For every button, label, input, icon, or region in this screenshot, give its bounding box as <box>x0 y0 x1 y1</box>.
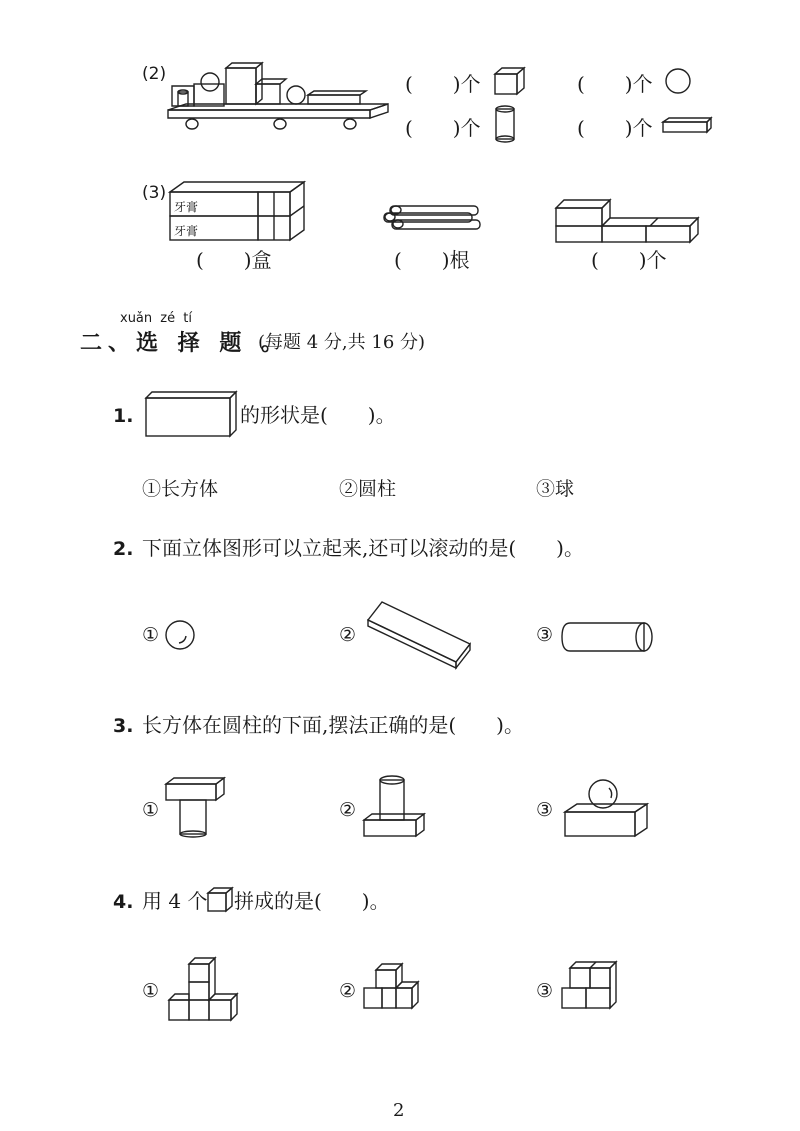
sphere-on-cuboid-icon <box>563 774 649 840</box>
question-1-option-1[interactable]: ①长方体 <box>142 478 219 500</box>
toothpaste-label-bottom: 牙膏 <box>174 224 199 238</box>
cuboid-on-cylinder-icon <box>164 776 228 838</box>
section-score-note: (每题 4 分,共 16 分) <box>258 332 426 353</box>
cylinder-icon <box>494 104 518 144</box>
question-3-option-3[interactable]: ③ <box>536 799 554 821</box>
question-4-number: 4. <box>113 891 134 913</box>
unit-label: 个 <box>632 116 653 140</box>
blank-paren: ( ) <box>405 116 461 140</box>
cube-icon <box>206 886 234 914</box>
q2-blank-3[interactable] <box>405 118 481 138</box>
q2-blank-4[interactable] <box>577 118 653 138</box>
cubes-l-shape-icon <box>362 962 422 1014</box>
question-2-option-3[interactable]: ③ <box>536 624 554 646</box>
cubes-square-icon <box>560 960 622 1016</box>
unit-label: 根 <box>449 248 470 272</box>
question-2-option-2[interactable]: ② <box>339 624 357 646</box>
blank-paren: ( ) <box>577 116 633 140</box>
unit-label: 个 <box>460 72 481 96</box>
q2-blank-2[interactable] <box>577 74 653 94</box>
question-3-text: 长方体在圆柱的下面,摆法正确的是( )。 <box>142 713 524 737</box>
unit-label: 个 <box>632 72 653 96</box>
q2-number: (2) <box>142 64 167 84</box>
question-4-option-3[interactable]: ③ <box>536 980 554 1002</box>
section-title: 二、选 择 题 。 <box>80 330 289 356</box>
tilted-cuboid-icon <box>366 598 470 670</box>
stacked-rods <box>382 200 486 232</box>
cubes-t-shape-icon <box>167 956 241 1024</box>
question-4-option-2[interactable]: ② <box>339 980 357 1002</box>
blank-paren: ( ) <box>591 248 647 272</box>
section-pinyin: xuǎn zé tí <box>120 311 192 326</box>
question-2-text: 下面立体图形可以立起来,还可以滚动的是( )。 <box>142 536 584 560</box>
cube-icon <box>493 66 527 96</box>
question-1-text: 的形状是( )。 <box>240 403 396 427</box>
cuboid-box-icon <box>142 390 238 440</box>
blank-paren: ( ) <box>394 248 450 272</box>
q3-blank-1[interactable] <box>196 250 272 270</box>
question-1-number: 1. <box>113 405 134 427</box>
page-number: 2 <box>393 1100 405 1121</box>
lying-cylinder-icon <box>560 621 656 653</box>
q3-number: (3) <box>142 183 167 203</box>
question-4-option-1[interactable]: ① <box>142 980 160 1002</box>
question-3-option-1[interactable]: ① <box>142 799 160 821</box>
toothpaste-label-top: 牙膏 <box>174 200 199 214</box>
blank-paren: ( ) <box>405 72 461 96</box>
question-2-option-1[interactable]: ① <box>142 624 160 646</box>
unit-label: 个 <box>646 248 667 272</box>
q2-shapes-arrangement <box>160 60 395 135</box>
q3-blank-3[interactable] <box>591 250 667 270</box>
unit-label: 盒 <box>251 248 272 272</box>
question-2-number: 2. <box>113 538 134 560</box>
question-1-option-3[interactable]: ③球 <box>536 478 575 500</box>
sphere-icon <box>664 66 694 96</box>
question-4-text-after: 拼成的是( )。 <box>234 889 390 913</box>
question-3-option-2[interactable]: ② <box>339 799 357 821</box>
blank-paren: ( ) <box>196 248 252 272</box>
sphere-icon <box>164 618 198 652</box>
flat-cuboid-icon <box>661 116 715 136</box>
question-1-option-2[interactable]: ②圆柱 <box>339 478 397 500</box>
question-4-text-before: 用 4 个 <box>142 889 208 913</box>
q2-blank-1[interactable] <box>405 74 481 94</box>
q3-blank-2[interactable] <box>394 250 470 270</box>
blank-paren: ( ) <box>577 72 633 96</box>
cylinder-on-cuboid-icon <box>362 774 428 840</box>
question-3-number: 3. <box>113 715 134 737</box>
step-cubes <box>554 198 700 246</box>
unit-label: 个 <box>460 116 481 140</box>
